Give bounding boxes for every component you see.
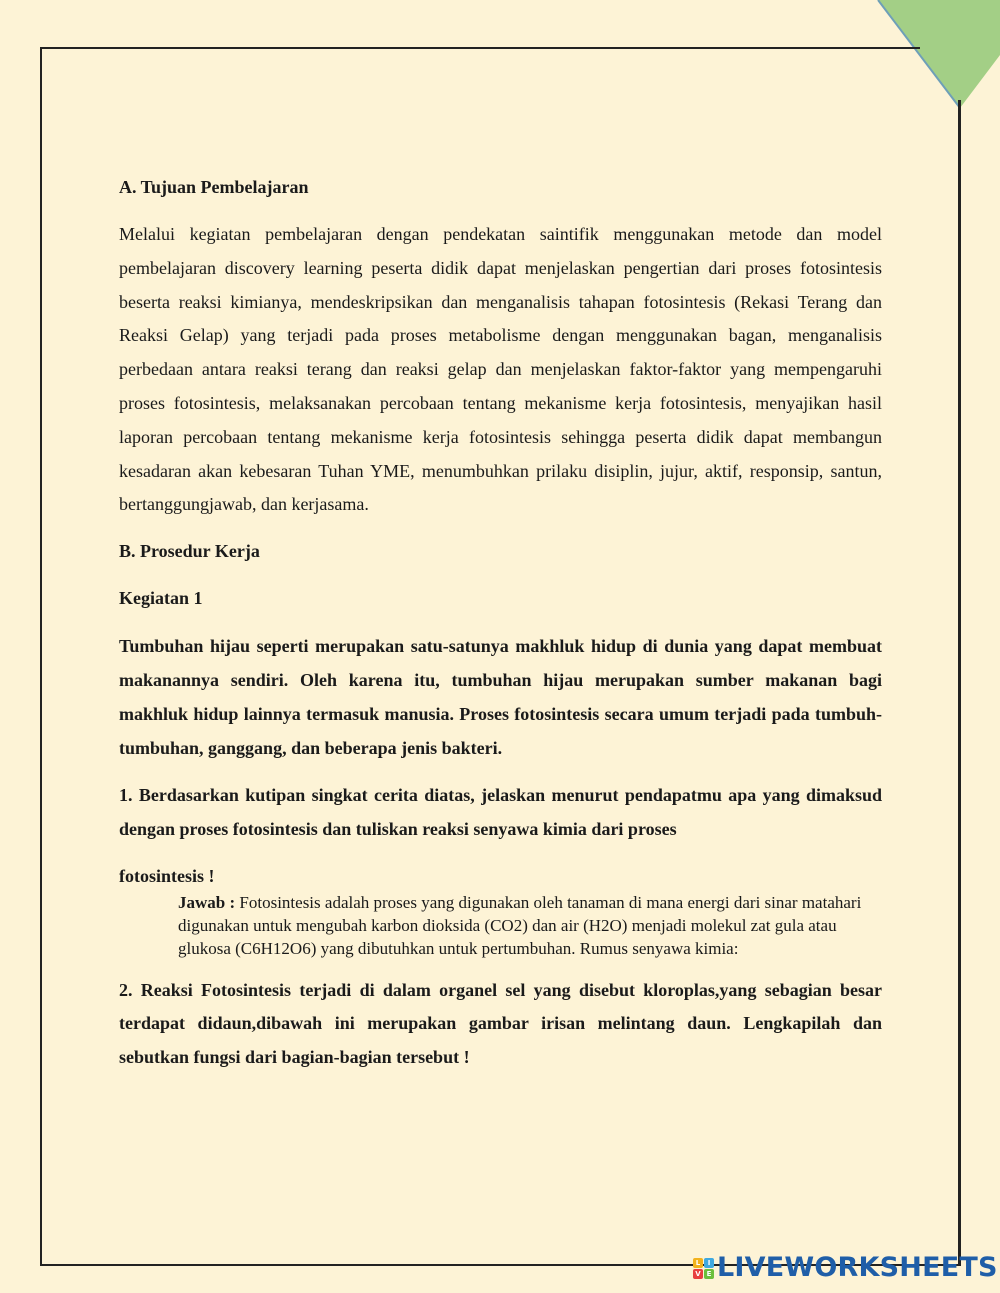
corner-green-triangle bbox=[878, 0, 1000, 108]
question-2-text: 2. Reaksi Fotosintesis terjadi di dalam organel sel yang disebut kloroplas,yang sebagian besar terdapat didaun,dibawah ini merupakan gambar irisan melintang daun. Lengkapilah dan sebutkan fungsi dari bagian-bagian tersebut ! bbox=[119, 979, 882, 1068]
answer-1-block bbox=[178, 891, 882, 961]
question-1-text: 1. Berdasarkan kutipan singkat cerita diatas, jelaskan menurut pendapatmu apa yang dimaksud dengan proses fotosintesis dan tuliskan reaksi senyawa kimia dari proses bbox=[119, 785, 882, 840]
logo-cubes-icon bbox=[693, 1258, 714, 1279]
corner-decoration bbox=[870, 0, 1000, 110]
logo-cube-l: L bbox=[693, 1258, 703, 1268]
question-1-end: fotosintesis ! bbox=[119, 865, 215, 886]
logo-wordmark: LIVEWORKSHEETS bbox=[717, 1252, 998, 1283]
answer-label: Jawab : bbox=[178, 892, 236, 912]
answer-1-text: Fotosintesis adalah proses yang digunakan oleh tanaman di mana energi dari sinar matahari digunakan untuk mengubah karbon dioksida (CO2) dan air (H2O) menjadi molekul zat gula atau glukosa (C6H12O6) yang dibutuhkan untuk pertumbuhan. Rumus senyawa kimia: bbox=[178, 892, 862, 959]
logo-cube-i: I bbox=[704, 1258, 714, 1268]
learning-objectives-text: Melalui kegiatan pembelajaran dengan pendekatan saintifik menggunakan metode dan model pembelajaran discovery learning peserta didik dapat menjelaskan pengertian dari proses fotosintesis beserta reaksi kimianya, mendeskripsikan dan menganalisis tahapan fotosintesis (Rekasi Terang dan Reaksi Gelap) yang terjadi pada proses metabolisme dengan menggunakan bagan, menganalisis perbedaan antara reaksi terang dan reaksi gelap dan menjelaskan faktor-faktor yang mempengaruhi proses fotosintesis, melaksanakan percobaan tentang mekanisme kerja fotosintesis, menyajikan hasil laporan percobaan tentang mekanisme kerja fotosintesis sehingga peserta didik dapat membangun kesadaran akan kebesaran Tuhan YME, menumbuhkan prilaku disiplin, jujur, aktif, responsip, santun, bertanggungjawab, dan kerjasama. bbox=[119, 224, 882, 515]
section-a-title: A. Tujuan Pembelajaran bbox=[119, 177, 309, 197]
liveworksheets-logo bbox=[693, 1252, 998, 1284]
activity-intro-text: Tumbuhan hijau seperti merupakan satu-satunya makhluk hidup di dunia yang dapat membuat makanannya sendiri. Oleh karena itu, tumbuhan hijau merupakan sumber makanan bagi makhluk hidup lainnya termasuk manusia. Proses fotosintesis secara umum terjadi pada tumbuh-tumbuhan, ganggang, dan beberapa jenis bakteri. bbox=[119, 636, 882, 758]
frame-top-border bbox=[40, 47, 920, 49]
frame-left-border bbox=[40, 47, 42, 1266]
logo-cube-v: V bbox=[693, 1269, 703, 1279]
section-b-title: B. Prosedur Kerja bbox=[119, 541, 260, 562]
logo-cube-e: E bbox=[704, 1269, 714, 1279]
activity-title: Kegiatan 1 bbox=[119, 588, 203, 609]
worksheet-content bbox=[119, 172, 882, 1075]
frame-right-border bbox=[958, 100, 961, 1266]
